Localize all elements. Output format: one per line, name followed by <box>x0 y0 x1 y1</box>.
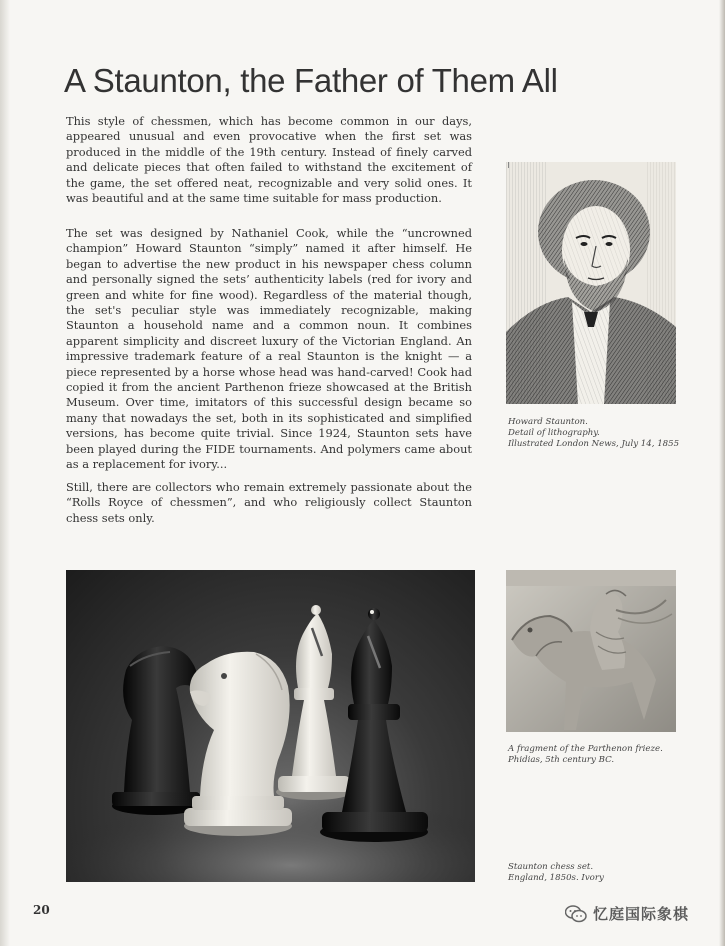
frieze-caption <box>508 744 663 766</box>
frieze-caption-line2: Phidias, 5th century BC. <box>508 755 615 766</box>
chess-set-photo <box>66 570 475 882</box>
page-left-shadow <box>0 0 10 946</box>
portrait-engraving-illustration <box>506 162 676 404</box>
paragraph-history: The set was designed by Nathaniel Cook, while the “uncrowned champion” Howard Staunton “simply” named it after himself. He began to advertise the new product in his newspaper chess column and personally signed the sets’ authenticity labels (red for ivory and green and white for fine wood). Regardless of the material though, the set's peculiar style was immediately recognizable, making Staunton a household name and a common noun. It combines apparent simplicity and discreet luxury of the Victorian England. An impressive trademark feature of a real Staunton is the knight — a piece represented by a horse whose head was hand-carved! Cook had copied it from the ancient Parthenon frieze showcased at the British Museum. Over time, imitators of this successful design became so many that nowadays the set, both in its sophisticated and simplified versions, has become quite trivial. Since 1924, Staunton sets have been played during the FIDE tournaments. And polymers came about as a replacement for ivory... <box>66 226 472 472</box>
frieze-caption-line1: A fragment of the Parthenon frieze. <box>508 744 663 754</box>
chat-bubbles-icon <box>565 904 587 924</box>
page-title: A Staunton, the Father of Them All <box>64 62 558 99</box>
frieze-relief-illustration <box>506 570 676 732</box>
chess-caption-line1: Staunton chess set. <box>508 862 594 872</box>
watermark-text: 忆庭国际象棋 <box>593 905 690 923</box>
portrait-caption-line3: Illustrated London News, July 14, 1855 <box>508 439 680 450</box>
page-right-shadow <box>719 0 725 946</box>
portrait-caption-line1: Howard Staunton. <box>508 417 588 427</box>
staunton-portrait-image <box>506 162 676 404</box>
page-number: 20 <box>33 903 50 917</box>
portrait-caption <box>508 417 679 451</box>
chess-set-caption <box>508 862 604 884</box>
white-knight-piece <box>184 652 292 836</box>
black-knight-piece <box>112 646 200 815</box>
portrait-corner-mark <box>508 162 509 168</box>
paragraph-collectors: Still, there are collectors who remain extremely passionate about the “Rolls Royce of chessmen”, and who religiously collect Staunton chess sets only. <box>66 480 472 525</box>
chess-caption-line2: England, 1850s. Ivory <box>508 873 604 884</box>
parthenon-frieze-image <box>506 570 676 732</box>
paragraph-intro: This style of chessmen, which has become common in our days, appeared unusual and even provocative when the first set was produced in the middle of the 19th century. Instead of finely carved and delicate pieces that often failed to withstand the excitement of the game, the set offered neat, recognizable and very solid ones. It was beautiful and at the same time suitable for mass production. <box>66 114 472 206</box>
portrait-caption-line2: Detail of lithography. <box>508 428 600 439</box>
watermark <box>565 903 689 924</box>
chess-pieces-illustration <box>66 570 475 882</box>
